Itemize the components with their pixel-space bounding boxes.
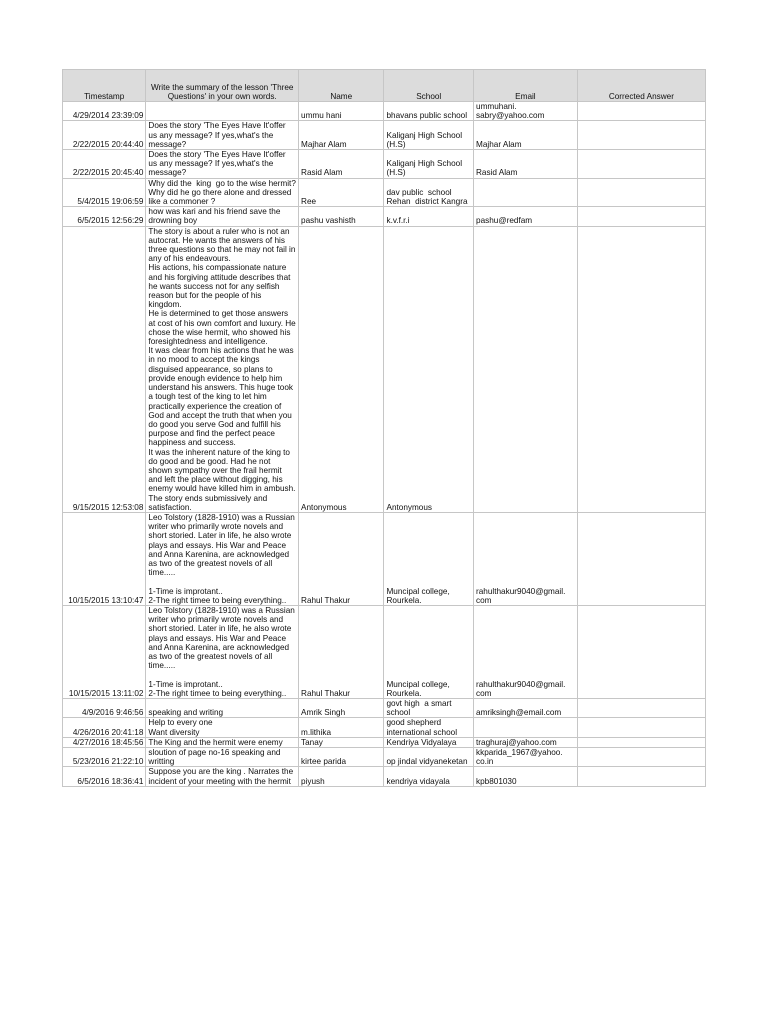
cell-summary xyxy=(146,102,299,121)
header-name: Name xyxy=(299,70,384,102)
table-row xyxy=(63,605,706,698)
table-row xyxy=(63,748,706,767)
cell-timestamp: 10/15/2015 13:10:47 xyxy=(63,512,146,605)
cell-email xyxy=(474,718,578,737)
cell-corrected-answer xyxy=(577,605,705,698)
cell-email: Majhar Alam xyxy=(474,121,578,150)
cell-email xyxy=(474,226,578,512)
cell-name: Amrik Singh xyxy=(299,699,384,718)
cell-corrected-answer xyxy=(577,150,705,179)
cell-corrected-answer xyxy=(577,207,705,226)
cell-email: amriksingh@email.com xyxy=(474,699,578,718)
cell-timestamp: 6/5/2015 12:56:29 xyxy=(63,207,146,226)
cell-corrected-answer xyxy=(577,767,705,786)
cell-timestamp: 4/27/2016 18:45:56 xyxy=(63,737,146,747)
cell-timestamp: 4/9/2016 9:46:56 xyxy=(63,699,146,718)
cell-email: Rasid Alam xyxy=(474,150,578,179)
cell-school: k.v.f.r.i xyxy=(384,207,474,226)
cell-summary: Suppose you are the king . Narrates the incident of your meeting with the hermit xyxy=(146,767,299,786)
cell-school: govt high a smart school xyxy=(384,699,474,718)
cell-name: Rahul Thakur xyxy=(299,512,384,605)
cell-name: m.lithika xyxy=(299,718,384,737)
cell-summary: Help to every one Want diversity xyxy=(146,718,299,737)
header-corrected-answer: Corrected Answer xyxy=(577,70,705,102)
cell-school: Muncipal college, Rourkela. xyxy=(384,605,474,698)
cell-name: piyush xyxy=(299,767,384,786)
cell-summary: Does the story 'The Eyes Have It'offer us any message? If yes,what's the message? xyxy=(146,150,299,179)
cell-school: Kendriya Vidyalaya xyxy=(384,737,474,747)
cell-school: Kaliganj High School (H.S) xyxy=(384,121,474,150)
header-email: Email xyxy=(474,70,578,102)
cell-email: ummuhani. sabry@yahoo.com xyxy=(474,102,578,121)
cell-email: rahulthakur9040@gmail. com xyxy=(474,605,578,698)
cell-corrected-answer xyxy=(577,121,705,150)
cell-corrected-answer xyxy=(577,718,705,737)
cell-corrected-answer xyxy=(577,737,705,747)
table-row xyxy=(63,102,706,121)
cell-corrected-answer xyxy=(577,699,705,718)
table-row xyxy=(63,699,706,718)
cell-summary: speaking and writing xyxy=(146,699,299,718)
cell-timestamp: 9/15/2015 12:53:08 xyxy=(63,226,146,512)
table-row xyxy=(63,121,706,150)
cell-name: Majhar Alam xyxy=(299,121,384,150)
cell-school: Antonymous xyxy=(384,226,474,512)
cell-summary: sloution of page no-16 speaking and writting xyxy=(146,748,299,767)
cell-summary: Why did the king go to the wise hermit? Why did he go there alone and dressed like a commoner ? xyxy=(146,178,299,207)
cell-school: good shepherd international school xyxy=(384,718,474,737)
cell-corrected-answer xyxy=(577,512,705,605)
table-row xyxy=(63,226,706,512)
cell-school: dav public school Rehan district Kangra xyxy=(384,178,474,207)
cell-school: kendriya vidayala xyxy=(384,767,474,786)
cell-timestamp: 10/15/2015 13:11:02 xyxy=(63,605,146,698)
cell-timestamp: 2/22/2015 20:45:40 xyxy=(63,150,146,179)
cell-school: Kaliganj High School (H.S) xyxy=(384,150,474,179)
cell-summary: The King and the hermit were enemy xyxy=(146,737,299,747)
cell-timestamp: 2/22/2015 20:44:40 xyxy=(63,121,146,150)
cell-email: traghuraj@yahoo.com xyxy=(474,737,578,747)
cell-name: ummu hani xyxy=(299,102,384,121)
cell-email: pashu@redfam xyxy=(474,207,578,226)
table-row xyxy=(63,150,706,179)
cell-timestamp: 4/29/2014 23:39:09 xyxy=(63,102,146,121)
cell-corrected-answer xyxy=(577,748,705,767)
cell-timestamp: 4/26/2016 20:41:18 xyxy=(63,718,146,737)
cell-school: Muncipal college, Rourkela. xyxy=(384,512,474,605)
table-row xyxy=(63,207,706,226)
cell-email: rahulthakur9040@gmail. com xyxy=(474,512,578,605)
cell-corrected-answer xyxy=(577,102,705,121)
cell-timestamp: 5/23/2016 21:22:10 xyxy=(63,748,146,767)
cell-name: Antonymous xyxy=(299,226,384,512)
cell-timestamp: 5/4/2015 19:06:59 xyxy=(63,178,146,207)
table-row xyxy=(63,178,706,207)
cell-name: Rahul Thakur xyxy=(299,605,384,698)
cell-summary: The story is about a ruler who is not an autocrat. He wants the answers of his three questions so that he may not fail in any of his endeavours. His actions, his compassionate nature and his forgiving attitude describes that he wants success not for any selfish reason but for the people of his kingdom. He is determined to get those answers at cost of his own comfort and luxury. He chose the wise hermit, who showed his foresightedness and intelligence. It was clear from his actions that he was in no mood to accept the kings disguised appearance, so plans to provide enough evidence to help him understand his answers. This huge took a tough test of the king to let him practically experience the creation of God and accept the truth that when you do good you serve God and fulfill his purpose and find the perfect peace happiness and success. It was the inherent nature of the king to do good and be good. Had he not shown sympathy over the frail hermit and left the place without digging, his enemy would have killed him in ambush. The story ends submissively and satisfaction. xyxy=(146,226,299,512)
cell-name: kirtee parida xyxy=(299,748,384,767)
cell-name: pashu vashisth xyxy=(299,207,384,226)
cell-corrected-answer xyxy=(577,226,705,512)
header-school: School xyxy=(384,70,474,102)
cell-summary: Leo Tolstory (1828-1910) was a Russian writer who primarily wrote novels and short storied. Later in life, he also wrote plays and essays. His War and Peace and Anna Karenina, are acknowledged as two of the greatest novels of all time..... 1-Time is improtant.. 2-The right timee to being everything.. xyxy=(146,512,299,605)
cell-email: kkparida_1967@yahoo. co.in xyxy=(474,748,578,767)
cell-school: bhavans public school xyxy=(384,102,474,121)
cell-name: Rasid Alam xyxy=(299,150,384,179)
cell-corrected-answer xyxy=(577,178,705,207)
table-row xyxy=(63,718,706,737)
responses-table xyxy=(62,69,706,787)
cell-name: Tanay xyxy=(299,737,384,747)
table-row xyxy=(63,512,706,605)
cell-summary: Does the story 'The Eyes Have It'offer us any message? If yes,what's the message? xyxy=(146,121,299,150)
cell-school: op jindal vidyaneketan xyxy=(384,748,474,767)
cell-timestamp: 6/5/2016 18:36:41 xyxy=(63,767,146,786)
header-timestamp: Timestamp xyxy=(63,70,146,102)
header-summary: Write the summary of the lesson 'Three Questions' in your own words. xyxy=(146,70,299,102)
cell-name: Ree xyxy=(299,178,384,207)
cell-email xyxy=(474,178,578,207)
table-row xyxy=(63,737,706,747)
cell-email: kpb801030 xyxy=(474,767,578,786)
cell-summary: Leo Tolstory (1828-1910) was a Russian writer who primarily wrote novels and short storied. Later in life, he also wrote plays and essays. His War and Peace and Anna Karenina, are acknowledged as two of the greatest novels of all time..... 1-Time is improtant.. 2-The right timee to being everything.. xyxy=(146,605,299,698)
header-row xyxy=(63,70,706,102)
table-row xyxy=(63,767,706,786)
cell-summary: how was kari and his friend save the drowning boy xyxy=(146,207,299,226)
